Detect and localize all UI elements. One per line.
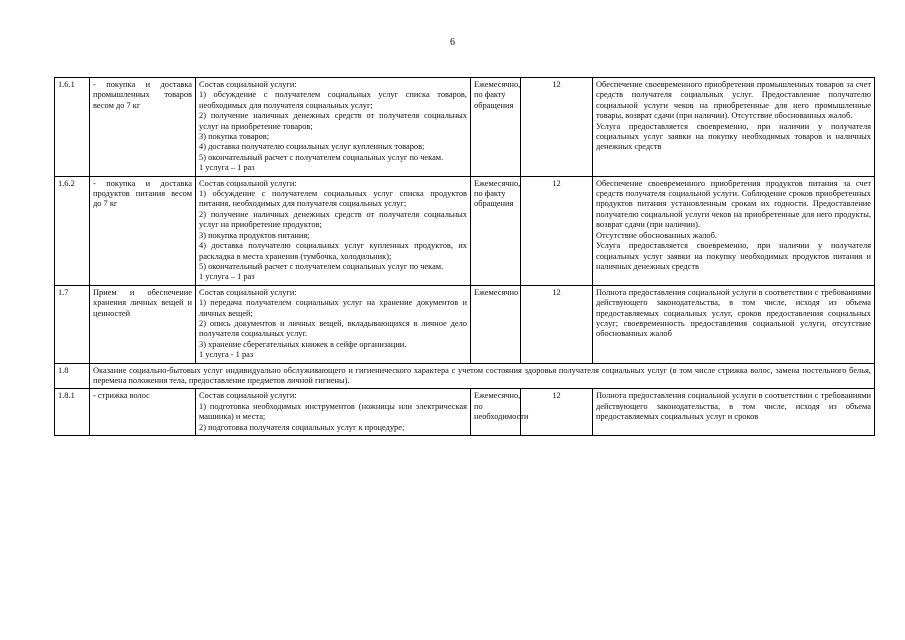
service-description-line: 4) доставка получателю социальных услуг купленных товаров; — [199, 142, 425, 152]
service-volume: 12 — [521, 78, 593, 177]
service-quality-line: Обеспечение своевременного приобретения продуктов питания за счет средств получателя социальной услуги. Соблюдение сроков приобретенных продуктов питания установленным срокам их годности. Предоставление получателю социальной услуги чеков на приобретенные для него продукты, возврат сдачи (при наличии). — [596, 178, 871, 230]
service-description-line: 1) обсуждение с получателем социальных услуг списка товаров, необходимых для получателя социальных услуг; — [199, 90, 467, 110]
service-quality-line: Обеспечение своевременного приобретения промышленных товаров за счет средств получателя социальных услуг. Предоставление получателю социальной услуги чеков на приобретенные для него промышленные товары, возврат сдачи (при наличии). Отсутствие обоснованных жалоб. — [596, 80, 871, 121]
service-periodicity: Ежемесячно, по факту обращения — [471, 176, 521, 285]
service-number: 1.6.2 — [55, 176, 90, 285]
service-description-line: 2) подготовка получателя социальных услуг к процедуре; — [199, 422, 405, 432]
service-description — [196, 176, 471, 285]
service-description-line: Состав социальной услуги: — [199, 178, 297, 188]
service-description-line: Состав социальной услуги: — [199, 287, 297, 297]
service-description-line: 2) опись документов и личных вещей, вкладывающихся в личное дело получателя социальных услуг. — [199, 318, 467, 339]
service-description — [196, 389, 471, 436]
service-description-line: 2) получение наличных денежных средств от получателя социальных услуг на приобретение товаров; — [199, 111, 467, 131]
service-name: Прием и обеспечение хранения личных вещей и ценностей — [90, 285, 196, 363]
service-quality-line: Услуга предоставляется своевременно, при наличии у получателя социальных услуг заявки на покупку необходимых товаров и наличных денежных средств — [596, 121, 871, 152]
service-description — [196, 78, 471, 177]
service-number: 1.7 — [55, 285, 90, 363]
service-description — [196, 285, 471, 363]
service-volume: 12 — [521, 389, 593, 436]
service-name: - покупка и доставка продуктов питания весом до 7 кг — [90, 176, 196, 285]
service-quality-line: Полнота предоставления социальной услуги в соответствии с требованиями действующего законодательства, в том числе, исходя из объема предоставляемых социальных услуг, сроков предоставления социальных услуг; своевременность предоставления социальной услуги, отсутствие обоснованных жалоб — [596, 287, 871, 339]
service-quality — [593, 285, 875, 363]
service-description-line: 1 услуга - 1 раз — [199, 350, 254, 360]
service-quality-line: Полнота предоставления социальной услуги в соответствии с требованиями действующего законодательства, в том числе, исходя из объема предоставляемых социальных услуг и сроков — [596, 391, 871, 422]
service-name: - стрижка волос — [90, 389, 196, 436]
service-description-line: 1 услуга – 1 раз — [199, 272, 255, 282]
service-description-line: 1) передача получателем социальных услуг на хранение документов и личных вещей; — [199, 298, 467, 318]
service-number: 1.8.1 — [55, 389, 90, 436]
section-number: 1.8 — [55, 363, 90, 389]
service-periodicity: Ежемесячно, по факту обращения — [471, 78, 521, 177]
service-description-line: 1 услуга – 1 раз — [199, 163, 255, 173]
service-description-line: 5) окончательный расчет с получателем социальных услуг по чекам. — [199, 152, 444, 162]
service-description-line: 3) покупка товаров; — [199, 132, 270, 142]
service-description-line: 3) покупка продуктов питания; — [199, 230, 310, 240]
service-number: 1.6.1 — [55, 78, 90, 177]
service-description-line: Состав социальной услуги: — [199, 391, 297, 401]
section-row — [55, 363, 875, 389]
service-description-line: 3) хранение сберегательных книжек в сейфе организации. — [199, 339, 407, 349]
table-row — [55, 78, 875, 177]
service-description-line: 5) окончательный расчет с получателем социальных услуг по чекам. — [199, 261, 444, 271]
service-description-line: 1) подготовка необходимых инструментов (ножницы или электрическая машинка) и места; — [199, 401, 467, 422]
service-description-line: 4) доставка получателю социальных услуг купленных продуктов, их раскладка в места хранения (тумбочка, холодильник); — [199, 241, 467, 261]
table-row — [55, 176, 875, 285]
service-periodicity: Ежемесячно, по необходимости — [471, 389, 521, 436]
service-quality-line: Отсутствие обоснованных жалоб. — [596, 230, 717, 240]
service-quality — [593, 389, 875, 436]
service-volume: 12 — [521, 176, 593, 285]
page-number: 6 — [450, 37, 455, 48]
table-row — [55, 389, 875, 436]
service-quality-line: Услуга предоставляется своевременно, при наличии у получателя социальных услуг заявки на покупку необходимых продуктов питания и наличных денежных средств — [596, 241, 871, 271]
service-name: - покупка и доставка промышленных товаров весом до 7 кг — [90, 78, 196, 177]
service-description-line: 1) обсуждение с получателем социальных услуг списка продуктов питания, необходимых для получателя социальных услуг; — [199, 189, 467, 209]
section-title: Оказание социально-бытовых услуг индивидуально обслуживающего и гигиенического характера с учетом состояния здоровья получателя социальных услуг (в том числе стрижка волос, замена постельного белья, перемена положения тела, предоставление предметов личной гигиены). — [90, 363, 875, 389]
service-quality — [593, 176, 875, 285]
service-volume: 12 — [521, 285, 593, 363]
table-row — [55, 285, 875, 363]
service-description-line: Состав социальной услуги: — [199, 80, 297, 89]
service-periodicity: Ежемесячно — [471, 285, 521, 363]
services-table — [54, 77, 875, 436]
service-quality — [593, 78, 875, 177]
service-description-line: 2) получение наличных денежных средств от получателя социальных услуг на приобретение продуктов; — [199, 209, 467, 230]
